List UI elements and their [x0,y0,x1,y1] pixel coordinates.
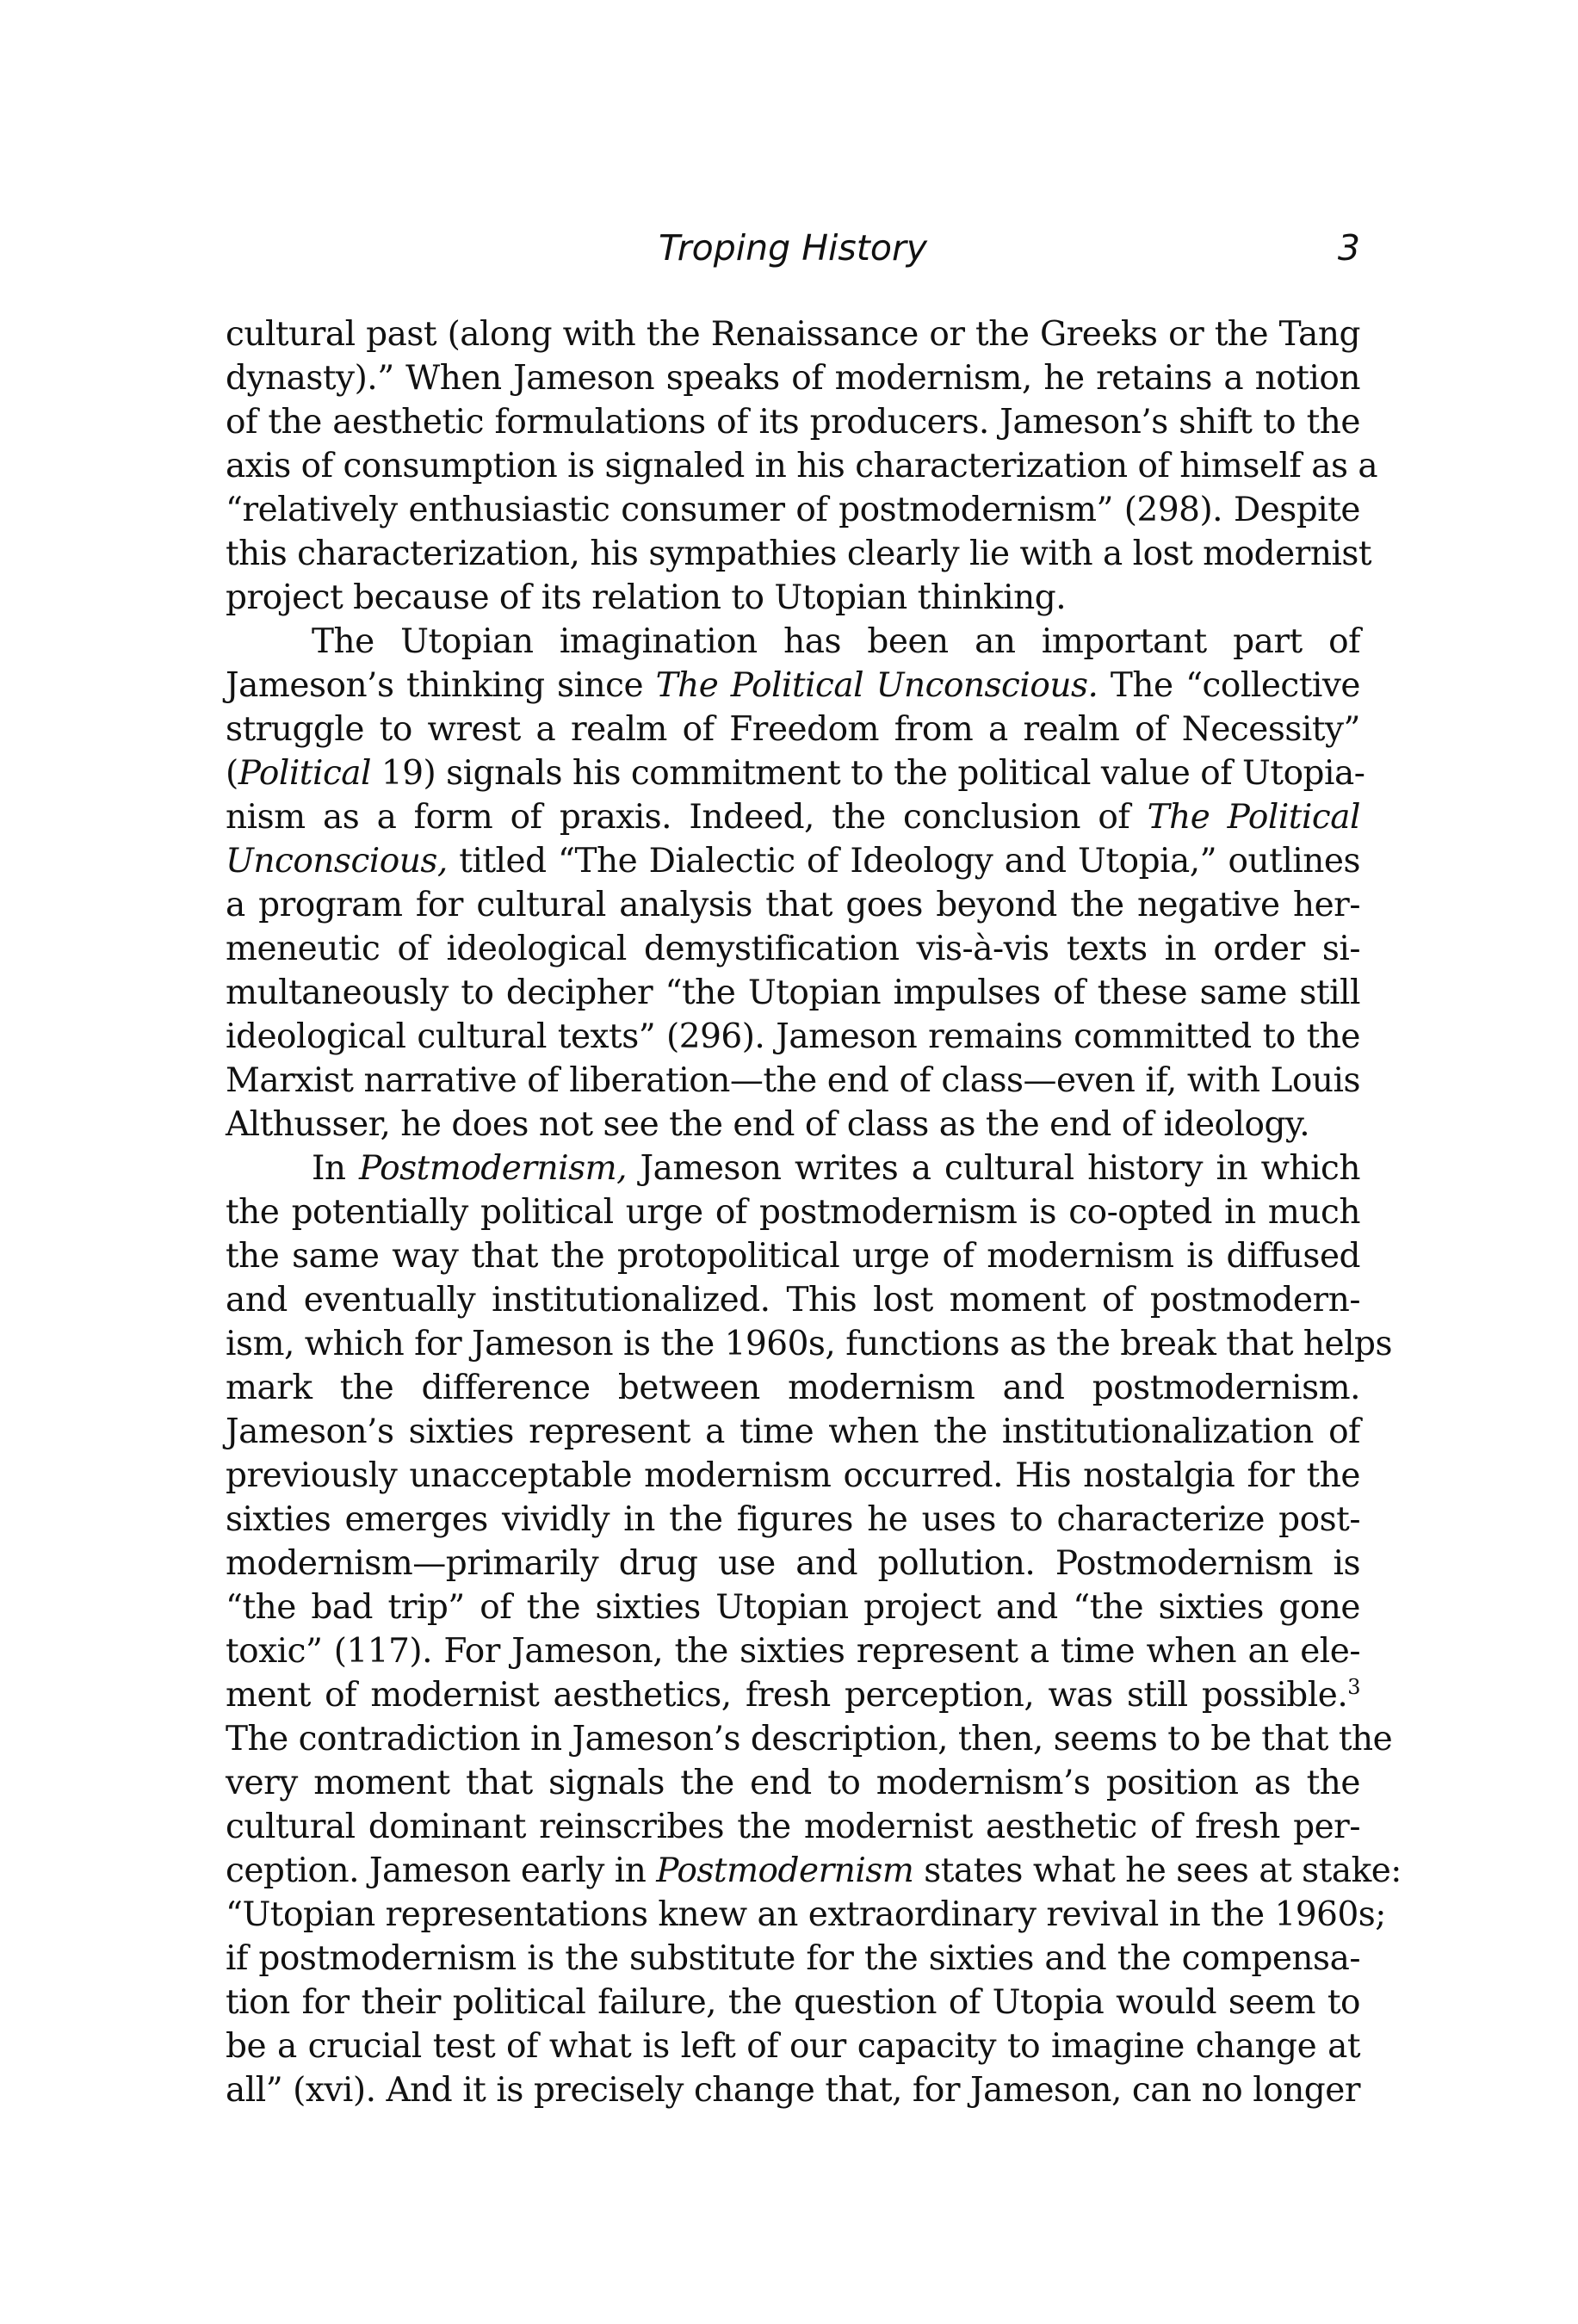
text-line: very moment that signals the end to modernism’s position as the [226,1764,1360,1802]
text-line: a program for cultural analysis that goes beyond the negative her- [226,886,1360,924]
text-line: struggle to wrest a realm of Freedom from a realm of Necessity” [226,710,1360,749]
book-title: Postmodernism, [359,1149,627,1188]
running-title: Troping History [658,227,928,269]
text-line: Marxist narrative of liberation—the end of class—even if, with Louis [226,1061,1360,1100]
text-line [226,1147,1360,1190]
book-title: Postmodernism [656,1851,914,1890]
text-line [226,751,1365,795]
text-line: the potentially political urge of postmodernism is co-opted in much [226,1193,1360,1232]
text-line: of the aesthetic formulations of its producers. Jameson’s shift to the [226,403,1360,442]
text-line: this characterization, his sympathies clearly lie with a lost modernist [226,535,1372,573]
text-line: ideological cultural texts” (296). Jameson remains committed to the [226,1017,1360,1056]
book-title: The Political Unconscious. [655,666,1098,705]
text-line: and eventually institutionalized. This lost moment of postmodern- [226,1281,1360,1320]
text-line [226,795,1360,839]
text-line: all” (xvi). And it is precisely change that, for Jameson, can no longer [226,2071,1360,2110]
book-title: Unconscious, [226,842,448,881]
text-line: “the bad trip” of the sixties Utopian project and “the sixties gone [226,1588,1360,1627]
text-line: if postmodernism is the substitute for the sixties and the compensa- [226,1939,1360,1978]
text-run: ment of modernist aesthetics, fresh perception, was still possible. [226,1676,1348,1715]
page-number: 3 [1337,227,1360,269]
text-line [226,664,1360,708]
text-line: modernism—primarily drug use and pollution. Postmodernism is [226,1544,1360,1583]
text-line: cultural dominant reinscribes the modernist aesthetic of fresh per- [226,1808,1360,1846]
text-run: titled “The Dialectic of Ideology and Utopia,” outlines [447,842,1360,881]
text-line: ism, which for Jameson is the 1960s, functions as the break that helps [226,1325,1393,1363]
text-run: Jameson writes a cultural history in which [626,1149,1361,1188]
text-line: The Utopian imagination has been an important part of [312,622,1360,661]
footnote-marker[interactable]: 3 [1347,1675,1360,1699]
text-line: dynasty).” When Jameson speaks of modernism, he retains a notion [226,359,1360,398]
book-title: Political [238,754,372,793]
text-line: tion for their political failure, the question of Utopia would seem to [226,1983,1360,2022]
text-line [226,1849,1402,1893]
text-line: toxic” (117). For Jameson, the sixties represent a time when an ele- [226,1632,1360,1671]
text-line: Jameson’s sixties represent a time when the institutionalization of [226,1412,1360,1451]
text-line: previously unacceptable modernism occurred. His nostalgia for the [226,1456,1360,1495]
text-line: Althusser, he does not see the end of class as the end of ideology. [226,1105,1310,1144]
text-line: be a crucial test of what is left of our capacity to imagine change at [226,2027,1360,2066]
text-line: The contradiction in Jameson’s description, then, seems to be that the [226,1720,1393,1758]
text-run: 19) signals his commitment to the political value of Utopia- [371,754,1365,793]
text-run: nism as a form of praxis. Indeed, the conclusion of [226,798,1148,837]
text-line: multaneously to decipher “the Utopian impulses of these same still [226,973,1360,1012]
text-line: meneutic of ideological demystification vis-à-vis texts in order si- [226,930,1360,968]
text-run: ( [226,754,238,793]
text-line: project because of its relation to Utopian thinking. [226,578,1067,617]
text-run: Jameson’s thinking since [226,666,656,705]
text-run: In [312,1149,360,1188]
text-run: ception. Jameson early in [226,1851,657,1890]
text-line: mark the difference between modernism and postmodernism. [226,1369,1360,1407]
running-head [226,222,1360,274]
body-text [226,312,1402,2112]
text-run: states what he sees at stake: [913,1851,1402,1890]
text-line [226,839,1360,883]
text-line: axis of consumption is signaled in his characterization of himself as a [226,447,1378,485]
text-line [226,1673,1360,1717]
text-line: “Utopian representations knew an extraordinary revival in the 1960s; [226,1895,1386,1934]
text-line: sixties emerges vividly in the figures he uses to characterize post- [226,1500,1360,1539]
book-title: The Political [1147,798,1360,837]
text-run: The “collective [1098,666,1360,705]
text-line: the same way that the protopolitical urge of modernism is diffused [226,1237,1360,1276]
text-line: “relatively enthusiastic consumer of postmodernism” (298). Despite [226,491,1360,529]
text-line: cultural past (along with the Renaissance or the Greeks or the Tang [226,315,1360,354]
